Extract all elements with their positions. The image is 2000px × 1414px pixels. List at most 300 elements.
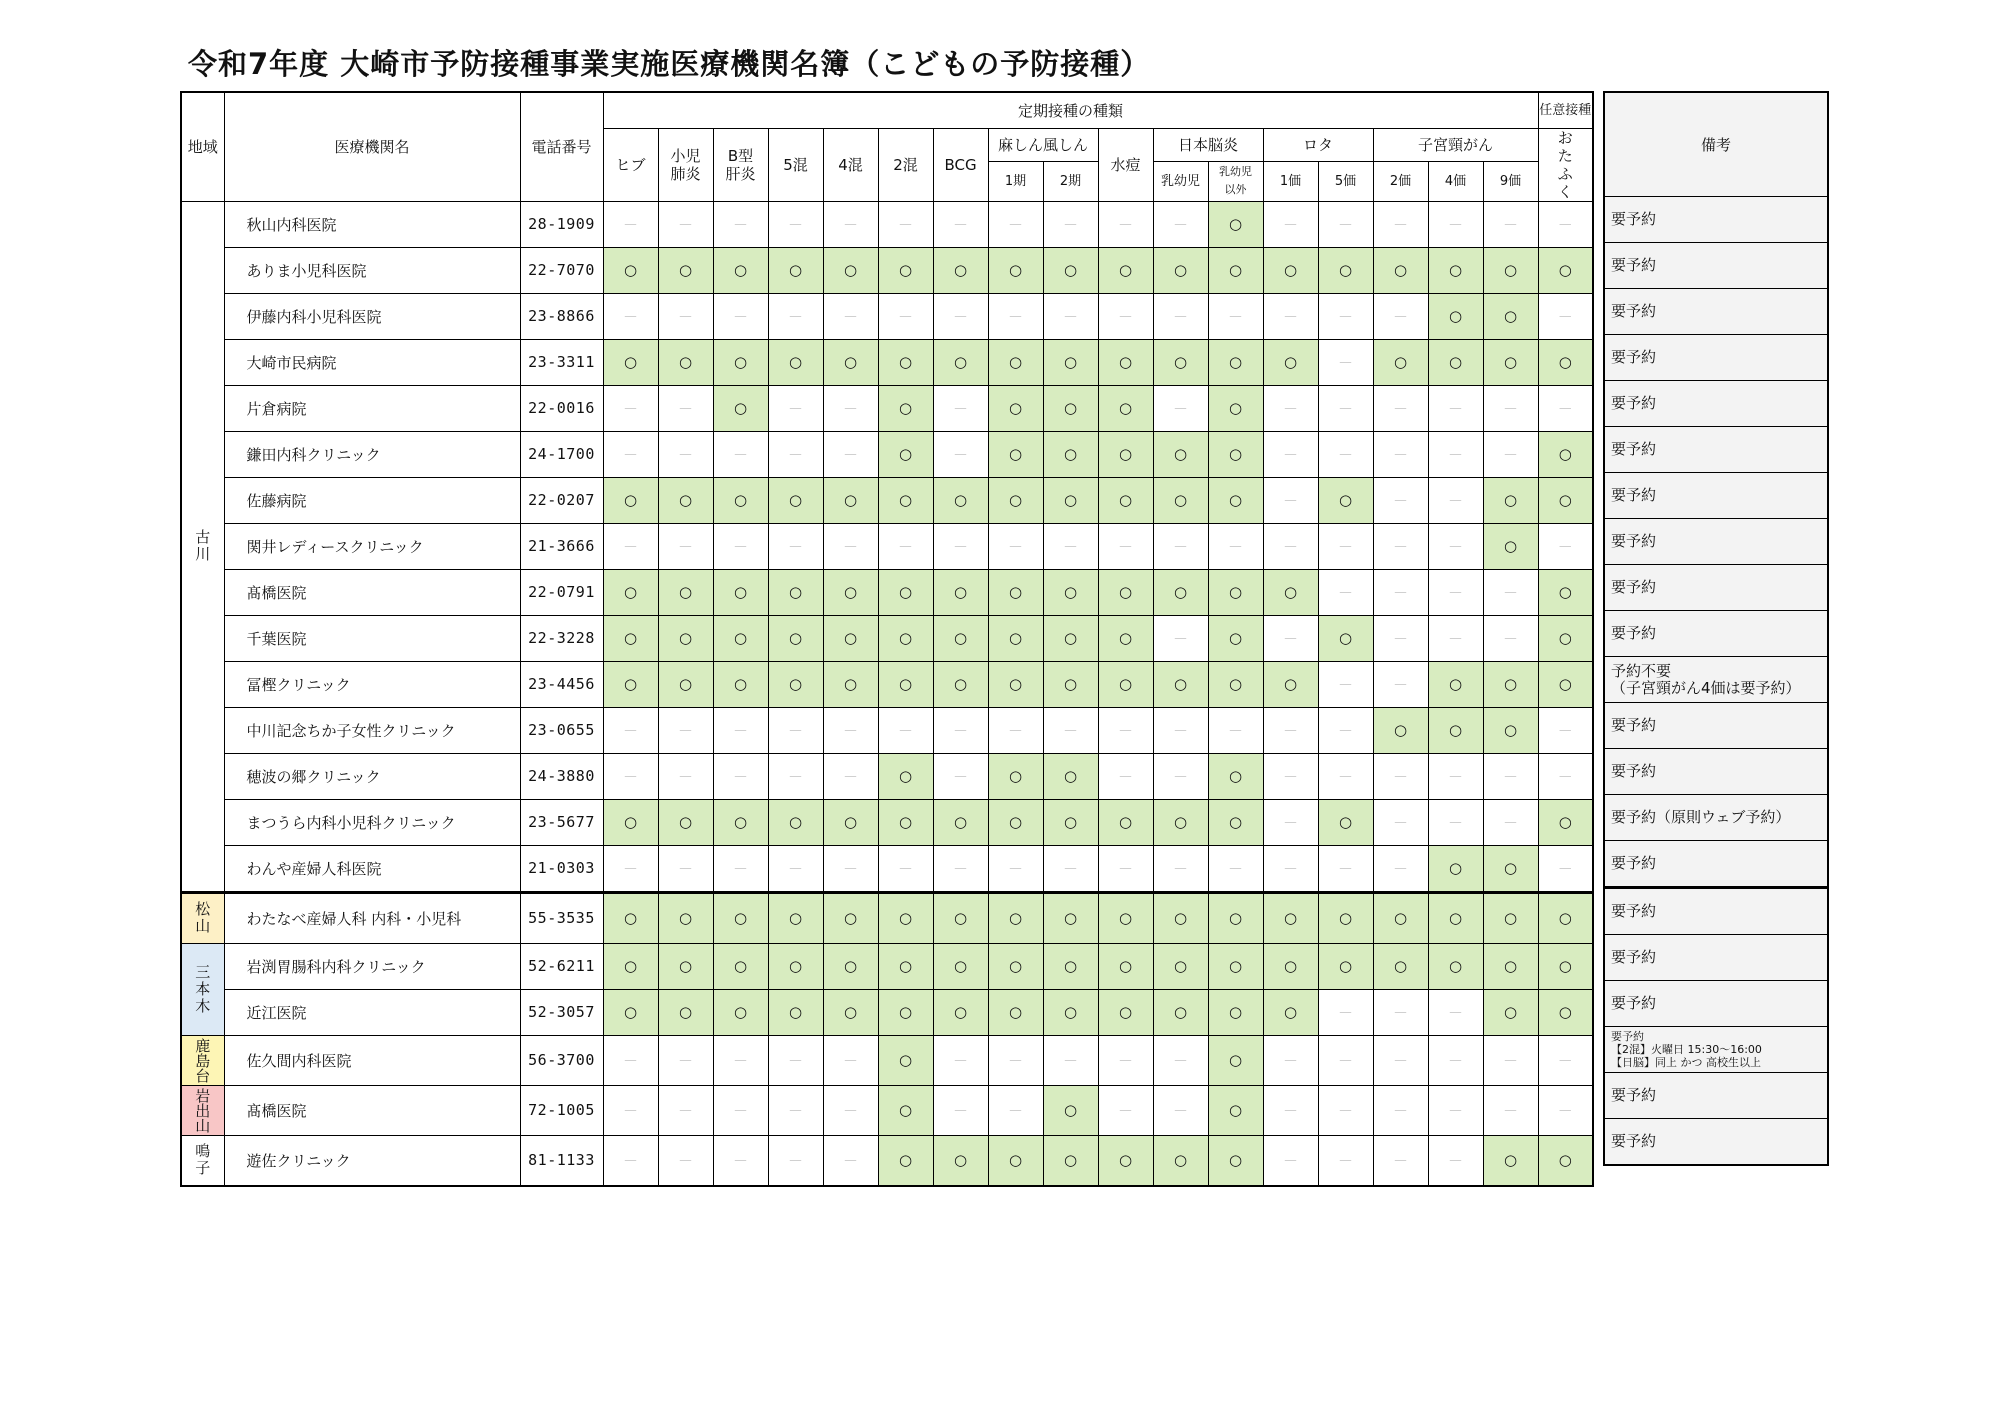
- unavailable-mark: －: [1428, 1085, 1483, 1135]
- unavailable-mark: －: [1043, 523, 1098, 569]
- clinic-note: [1604, 935, 1828, 981]
- available-mark: ○: [988, 661, 1043, 707]
- available-mark: ○: [1538, 943, 1593, 989]
- unavailable-mark: －: [1538, 753, 1593, 799]
- clinic-name: 岩渕胃腸科内科クリニック: [224, 943, 520, 989]
- unavailable-mark: －: [1373, 569, 1428, 615]
- clinic-note: [1604, 427, 1828, 473]
- unavailable-mark: －: [1373, 753, 1428, 799]
- available-mark: ○: [878, 753, 933, 799]
- clinic-tel: 52-6211: [520, 943, 603, 989]
- table-row: [181, 339, 1593, 385]
- header-hpv2: 2価: [1373, 162, 1428, 201]
- clinic-name: 遊佐クリニック: [224, 1135, 520, 1186]
- unavailable-mark: －: [1153, 615, 1208, 661]
- available-mark: ○: [768, 892, 823, 943]
- available-mark: ○: [823, 569, 878, 615]
- available-mark: ○: [1538, 661, 1593, 707]
- clinic-name: 関井レディースクリニック: [224, 523, 520, 569]
- available-mark: ○: [1428, 339, 1483, 385]
- notes-row: [1604, 197, 1828, 243]
- clinic-note: [1604, 1119, 1828, 1166]
- notes-row: [1604, 473, 1828, 519]
- clinic-tel: 22-0016: [520, 385, 603, 431]
- table-row: [181, 989, 1593, 1035]
- unavailable-mark: －: [988, 293, 1043, 339]
- available-mark: ○: [1098, 892, 1153, 943]
- available-mark: ○: [878, 1085, 933, 1135]
- unavailable-mark: －: [1373, 477, 1428, 523]
- available-mark: ○: [603, 247, 658, 293]
- available-mark: ○: [1428, 707, 1483, 753]
- header-mr: 麻しん風しん: [988, 128, 1098, 162]
- unavailable-mark: －: [603, 1035, 658, 1085]
- available-mark: ○: [823, 799, 878, 845]
- available-mark: ○: [878, 339, 933, 385]
- unavailable-mark: －: [1318, 1085, 1373, 1135]
- unavailable-mark: －: [1428, 615, 1483, 661]
- unavailable-mark: －: [768, 845, 823, 892]
- available-mark: ○: [658, 247, 713, 293]
- unavailable-mark: －: [713, 845, 768, 892]
- unavailable-mark: －: [1263, 477, 1318, 523]
- available-mark: ○: [1043, 431, 1098, 477]
- table-row: [181, 247, 1593, 293]
- table-body: [181, 201, 1593, 1186]
- unavailable-mark: －: [1043, 845, 1098, 892]
- table-row: [181, 293, 1593, 339]
- available-mark: ○: [1153, 943, 1208, 989]
- available-mark: ○: [878, 799, 933, 845]
- available-mark: ○: [713, 615, 768, 661]
- available-mark: ○: [933, 799, 988, 845]
- available-mark: ○: [1208, 989, 1263, 1035]
- available-mark: ○: [1373, 943, 1428, 989]
- header-hpv: 子宮頸がん: [1373, 128, 1538, 162]
- unavailable-mark: －: [933, 845, 988, 892]
- unavailable-mark: －: [1263, 845, 1318, 892]
- available-mark: ○: [1538, 477, 1593, 523]
- clinic-tel: 81-1133: [520, 1135, 603, 1186]
- notes-row: [1604, 243, 1828, 289]
- unavailable-mark: －: [713, 1135, 768, 1186]
- header-name: 医療機関名: [224, 92, 520, 201]
- unavailable-mark: －: [933, 753, 988, 799]
- available-mark: ○: [823, 339, 878, 385]
- header-mr2: 2期: [1043, 162, 1098, 201]
- available-mark: ○: [878, 1035, 933, 1085]
- clinic-name: 髙橋医院: [224, 1085, 520, 1135]
- unavailable-mark: －: [1318, 339, 1373, 385]
- unavailable-mark: －: [1098, 1035, 1153, 1085]
- clinic-tel: 72-1005: [520, 1085, 603, 1135]
- available-mark: ○: [1428, 943, 1483, 989]
- unavailable-mark: －: [1208, 523, 1263, 569]
- unavailable-mark: －: [1373, 201, 1428, 247]
- unavailable-mark: －: [933, 293, 988, 339]
- unavailable-mark: －: [823, 707, 878, 753]
- header-bcg: BCG: [933, 128, 988, 201]
- available-mark: ○: [658, 989, 713, 1035]
- available-mark: ○: [988, 477, 1043, 523]
- unavailable-mark: －: [658, 753, 713, 799]
- unavailable-mark: －: [933, 1085, 988, 1135]
- table-row: [181, 523, 1593, 569]
- clinic-name: 千葉医院: [224, 615, 520, 661]
- available-mark: ○: [1208, 1085, 1263, 1135]
- available-mark: ○: [768, 799, 823, 845]
- available-mark: ○: [1318, 799, 1373, 845]
- notes-table: [1603, 91, 1829, 1166]
- available-mark: ○: [823, 615, 878, 661]
- unavailable-mark: －: [1483, 385, 1538, 431]
- clinic-note: [1604, 381, 1828, 427]
- available-mark: ○: [1043, 943, 1098, 989]
- available-mark: ○: [1043, 615, 1098, 661]
- unavailable-mark: －: [713, 523, 768, 569]
- header-mix2: 2混: [878, 128, 933, 201]
- clinic-tel: 22-3228: [520, 615, 603, 661]
- unavailable-mark: －: [603, 845, 658, 892]
- unavailable-mark: －: [1373, 385, 1428, 431]
- unavailable-mark: －: [1428, 569, 1483, 615]
- clinic-name: 穂波の郷クリニック: [224, 753, 520, 799]
- available-mark: ○: [1263, 247, 1318, 293]
- unavailable-mark: －: [1318, 661, 1373, 707]
- table-row: [181, 431, 1593, 477]
- header-je-infant: 乳幼児: [1153, 162, 1208, 201]
- unavailable-mark: －: [1098, 845, 1153, 892]
- clinic-note: [1604, 473, 1828, 519]
- unavailable-mark: －: [1263, 431, 1318, 477]
- available-mark: ○: [713, 477, 768, 523]
- header-hpv9: 9価: [1483, 162, 1538, 201]
- notes-row: [1604, 1027, 1828, 1073]
- available-mark: ○: [1208, 385, 1263, 431]
- header-varicella: 水痘: [1098, 128, 1153, 201]
- unavailable-mark: －: [1538, 845, 1593, 892]
- available-mark: ○: [1208, 799, 1263, 845]
- clinic-note: [1604, 703, 1828, 749]
- clinic-name: 佐藤病院: [224, 477, 520, 523]
- note-line: 要予約: [1611, 762, 1657, 780]
- available-mark: ○: [1208, 477, 1263, 523]
- clinic-name: 秋山内科医院: [224, 201, 520, 247]
- available-mark: ○: [878, 615, 933, 661]
- unavailable-mark: －: [1373, 1085, 1428, 1135]
- available-mark: ○: [878, 477, 933, 523]
- unavailable-mark: －: [1043, 1035, 1098, 1085]
- available-mark: ○: [713, 569, 768, 615]
- available-mark: ○: [1263, 989, 1318, 1035]
- available-mark: ○: [603, 615, 658, 661]
- available-mark: ○: [1208, 431, 1263, 477]
- clinic-note: [1604, 1027, 1828, 1073]
- available-mark: ○: [1043, 247, 1098, 293]
- unavailable-mark: －: [1373, 1035, 1428, 1085]
- unavailable-mark: －: [658, 523, 713, 569]
- available-mark: ○: [713, 661, 768, 707]
- note-line: 要予約: [1611, 302, 1657, 320]
- available-mark: ○: [1263, 943, 1318, 989]
- available-mark: ○: [1043, 892, 1098, 943]
- unavailable-mark: －: [988, 845, 1043, 892]
- unavailable-mark: －: [878, 201, 933, 247]
- clinic-tel: 52-3057: [520, 989, 603, 1035]
- available-mark: ○: [658, 892, 713, 943]
- unavailable-mark: －: [603, 753, 658, 799]
- note-line: 要予約: [1611, 348, 1657, 366]
- clinic-tel: 23-4456: [520, 661, 603, 707]
- available-mark: ○: [1098, 385, 1153, 431]
- available-mark: ○: [768, 339, 823, 385]
- unavailable-mark: －: [1263, 1035, 1318, 1085]
- available-mark: ○: [1373, 707, 1428, 753]
- unavailable-mark: －: [1153, 523, 1208, 569]
- available-mark: ○: [713, 385, 768, 431]
- available-mark: ○: [1483, 477, 1538, 523]
- available-mark: ○: [1318, 892, 1373, 943]
- header-mix4: 4混: [823, 128, 878, 201]
- unavailable-mark: －: [768, 293, 823, 339]
- unavailable-mark: －: [1263, 707, 1318, 753]
- clinic-name: ありま小児科医院: [224, 247, 520, 293]
- unavailable-mark: －: [823, 523, 878, 569]
- unavailable-mark: －: [1208, 293, 1263, 339]
- clinic-note: [1604, 841, 1828, 888]
- available-mark: ○: [878, 1135, 933, 1186]
- unavailable-mark: －: [988, 1085, 1043, 1135]
- available-mark: ○: [1318, 943, 1373, 989]
- unavailable-mark: －: [1538, 707, 1593, 753]
- available-mark: ○: [658, 799, 713, 845]
- available-mark: ○: [603, 569, 658, 615]
- table-row: [181, 799, 1593, 845]
- unavailable-mark: －: [933, 707, 988, 753]
- available-mark: ○: [878, 892, 933, 943]
- unavailable-mark: －: [878, 523, 933, 569]
- available-mark: ○: [933, 943, 988, 989]
- unavailable-mark: －: [603, 523, 658, 569]
- notes-row: [1604, 703, 1828, 749]
- available-mark: ○: [1208, 661, 1263, 707]
- note-line: 要予約: [1611, 716, 1657, 734]
- available-mark: ○: [603, 339, 658, 385]
- unavailable-mark: －: [768, 1085, 823, 1135]
- unavailable-mark: －: [1263, 615, 1318, 661]
- unavailable-mark: －: [713, 1085, 768, 1135]
- available-mark: ○: [1428, 845, 1483, 892]
- clinic-note: [1604, 197, 1828, 243]
- unavailable-mark: －: [1428, 989, 1483, 1035]
- available-mark: ○: [1538, 247, 1593, 293]
- unavailable-mark: －: [1153, 1035, 1208, 1085]
- unavailable-mark: －: [658, 707, 713, 753]
- header-je: 日本脳炎: [1153, 128, 1263, 162]
- notes-body: [1604, 197, 1828, 1166]
- available-mark: ○: [1483, 1135, 1538, 1186]
- unavailable-mark: －: [1318, 293, 1373, 339]
- available-mark: ○: [1098, 615, 1153, 661]
- unavailable-mark: －: [658, 293, 713, 339]
- available-mark: ○: [1428, 661, 1483, 707]
- unavailable-mark: －: [1043, 201, 1098, 247]
- notes-row: [1604, 381, 1828, 427]
- unavailable-mark: －: [1538, 385, 1593, 431]
- unavailable-mark: －: [933, 431, 988, 477]
- available-mark: ○: [1098, 247, 1153, 293]
- notes-row: [1604, 427, 1828, 473]
- clinic-name: まつうら内科小児科クリニック: [224, 799, 520, 845]
- available-mark: ○: [1483, 989, 1538, 1035]
- clinic-tel: 23-8866: [520, 293, 603, 339]
- unavailable-mark: －: [1153, 385, 1208, 431]
- table-row: [181, 661, 1593, 707]
- available-mark: ○: [1043, 753, 1098, 799]
- unavailable-mark: －: [1208, 707, 1263, 753]
- header-rota1: 1価: [1263, 162, 1318, 201]
- notes-row: [1604, 565, 1828, 611]
- available-mark: ○: [1483, 661, 1538, 707]
- unavailable-mark: －: [713, 707, 768, 753]
- available-mark: ○: [1098, 431, 1153, 477]
- note-line: 要予約: [1611, 256, 1657, 274]
- available-mark: ○: [658, 477, 713, 523]
- unavailable-mark: －: [1208, 845, 1263, 892]
- unavailable-mark: －: [768, 523, 823, 569]
- unavailable-mark: －: [1263, 1135, 1318, 1186]
- available-mark: ○: [1208, 753, 1263, 799]
- available-mark: ○: [713, 799, 768, 845]
- header-mix5: 5混: [768, 128, 823, 201]
- available-mark: ○: [1538, 615, 1593, 661]
- unavailable-mark: －: [823, 753, 878, 799]
- clinic-name: 鎌田内科クリニック: [224, 431, 520, 477]
- note-line: 要予約: [1611, 440, 1657, 458]
- header-region: 地域: [181, 92, 224, 201]
- available-mark: ○: [1208, 1035, 1263, 1085]
- unavailable-mark: －: [658, 845, 713, 892]
- unavailable-mark: －: [658, 1085, 713, 1135]
- unavailable-mark: －: [1263, 293, 1318, 339]
- page-title: 令和7年度 大崎市予防接種事業実施医療機関名簿（こどもの予防接種）: [188, 47, 1151, 81]
- unavailable-mark: －: [768, 431, 823, 477]
- available-mark: ○: [1318, 247, 1373, 293]
- note-line: 要予約: [1611, 948, 1657, 966]
- available-mark: ○: [1098, 799, 1153, 845]
- table-row: [181, 707, 1593, 753]
- available-mark: ○: [878, 943, 933, 989]
- available-mark: ○: [933, 569, 988, 615]
- unavailable-mark: －: [1098, 753, 1153, 799]
- notes-row: [1604, 289, 1828, 335]
- available-mark: ○: [933, 247, 988, 293]
- unavailable-mark: －: [1043, 707, 1098, 753]
- available-mark: ○: [1153, 339, 1208, 385]
- unavailable-mark: －: [1318, 989, 1373, 1035]
- unavailable-mark: －: [1428, 201, 1483, 247]
- available-mark: ○: [1043, 385, 1098, 431]
- available-mark: ○: [878, 385, 933, 431]
- header-mr1: 1期: [988, 162, 1043, 201]
- unavailable-mark: －: [1538, 523, 1593, 569]
- available-mark: ○: [658, 339, 713, 385]
- available-mark: ○: [988, 385, 1043, 431]
- unavailable-mark: －: [713, 753, 768, 799]
- available-mark: ○: [1153, 892, 1208, 943]
- clinic-tel: 24-1700: [520, 431, 603, 477]
- available-mark: ○: [1373, 339, 1428, 385]
- clinic-table: [180, 91, 1594, 1187]
- available-mark: ○: [988, 431, 1043, 477]
- notes-row: [1604, 795, 1828, 841]
- unavailable-mark: －: [933, 201, 988, 247]
- unavailable-mark: －: [768, 753, 823, 799]
- note-line: 要予約: [1611, 394, 1657, 412]
- unavailable-mark: －: [603, 1085, 658, 1135]
- available-mark: ○: [823, 247, 878, 293]
- unavailable-mark: －: [1318, 201, 1373, 247]
- clinic-name: わたなべ産婦人科 内科・小児科: [224, 892, 520, 943]
- clinic-note: [1604, 981, 1828, 1027]
- unavailable-mark: －: [768, 1135, 823, 1186]
- available-mark: ○: [1098, 943, 1153, 989]
- notes-row: [1604, 935, 1828, 981]
- note-line: 要予約: [1611, 902, 1657, 920]
- available-mark: ○: [658, 661, 713, 707]
- available-mark: ○: [1043, 339, 1098, 385]
- notes-row: [1604, 611, 1828, 657]
- clinic-note: [1604, 565, 1828, 611]
- available-mark: ○: [1483, 339, 1538, 385]
- clinic-name: 大崎市民病院: [224, 339, 520, 385]
- unavailable-mark: －: [1428, 431, 1483, 477]
- unavailable-mark: －: [1318, 523, 1373, 569]
- unavailable-mark: －: [1373, 293, 1428, 339]
- notes-row: [1604, 657, 1828, 703]
- available-mark: ○: [1153, 431, 1208, 477]
- unavailable-mark: －: [1263, 753, 1318, 799]
- unavailable-mark: －: [1043, 293, 1098, 339]
- unavailable-mark: －: [1373, 615, 1428, 661]
- available-mark: ○: [933, 339, 988, 385]
- available-mark: ○: [933, 892, 988, 943]
- region-kashimadai: 鹿島台: [181, 1035, 224, 1085]
- unavailable-mark: －: [1263, 523, 1318, 569]
- unavailable-mark: －: [1538, 1085, 1593, 1135]
- unavailable-mark: －: [713, 1035, 768, 1085]
- clinic-note: [1604, 749, 1828, 795]
- header-mumps: おたふく: [1538, 128, 1593, 201]
- clinic-name: 冨樫クリニック: [224, 661, 520, 707]
- note-line: 要予約: [1611, 854, 1657, 872]
- available-mark: ○: [1538, 339, 1593, 385]
- unavailable-mark: －: [1373, 989, 1428, 1035]
- table-row: [181, 753, 1593, 799]
- clinic-name: 近江医院: [224, 989, 520, 1035]
- note-line: 要予約: [1611, 624, 1657, 642]
- unavailable-mark: －: [1318, 753, 1373, 799]
- header-hepb: B型肝炎: [713, 128, 768, 201]
- clinic-name: 伊藤内科小児科医院: [224, 293, 520, 339]
- available-mark: ○: [1043, 1135, 1098, 1186]
- available-mark: ○: [1153, 569, 1208, 615]
- unavailable-mark: －: [933, 523, 988, 569]
- available-mark: ○: [1208, 569, 1263, 615]
- available-mark: ○: [1208, 892, 1263, 943]
- unavailable-mark: －: [823, 845, 878, 892]
- region-matsuyama: 松山: [181, 892, 224, 943]
